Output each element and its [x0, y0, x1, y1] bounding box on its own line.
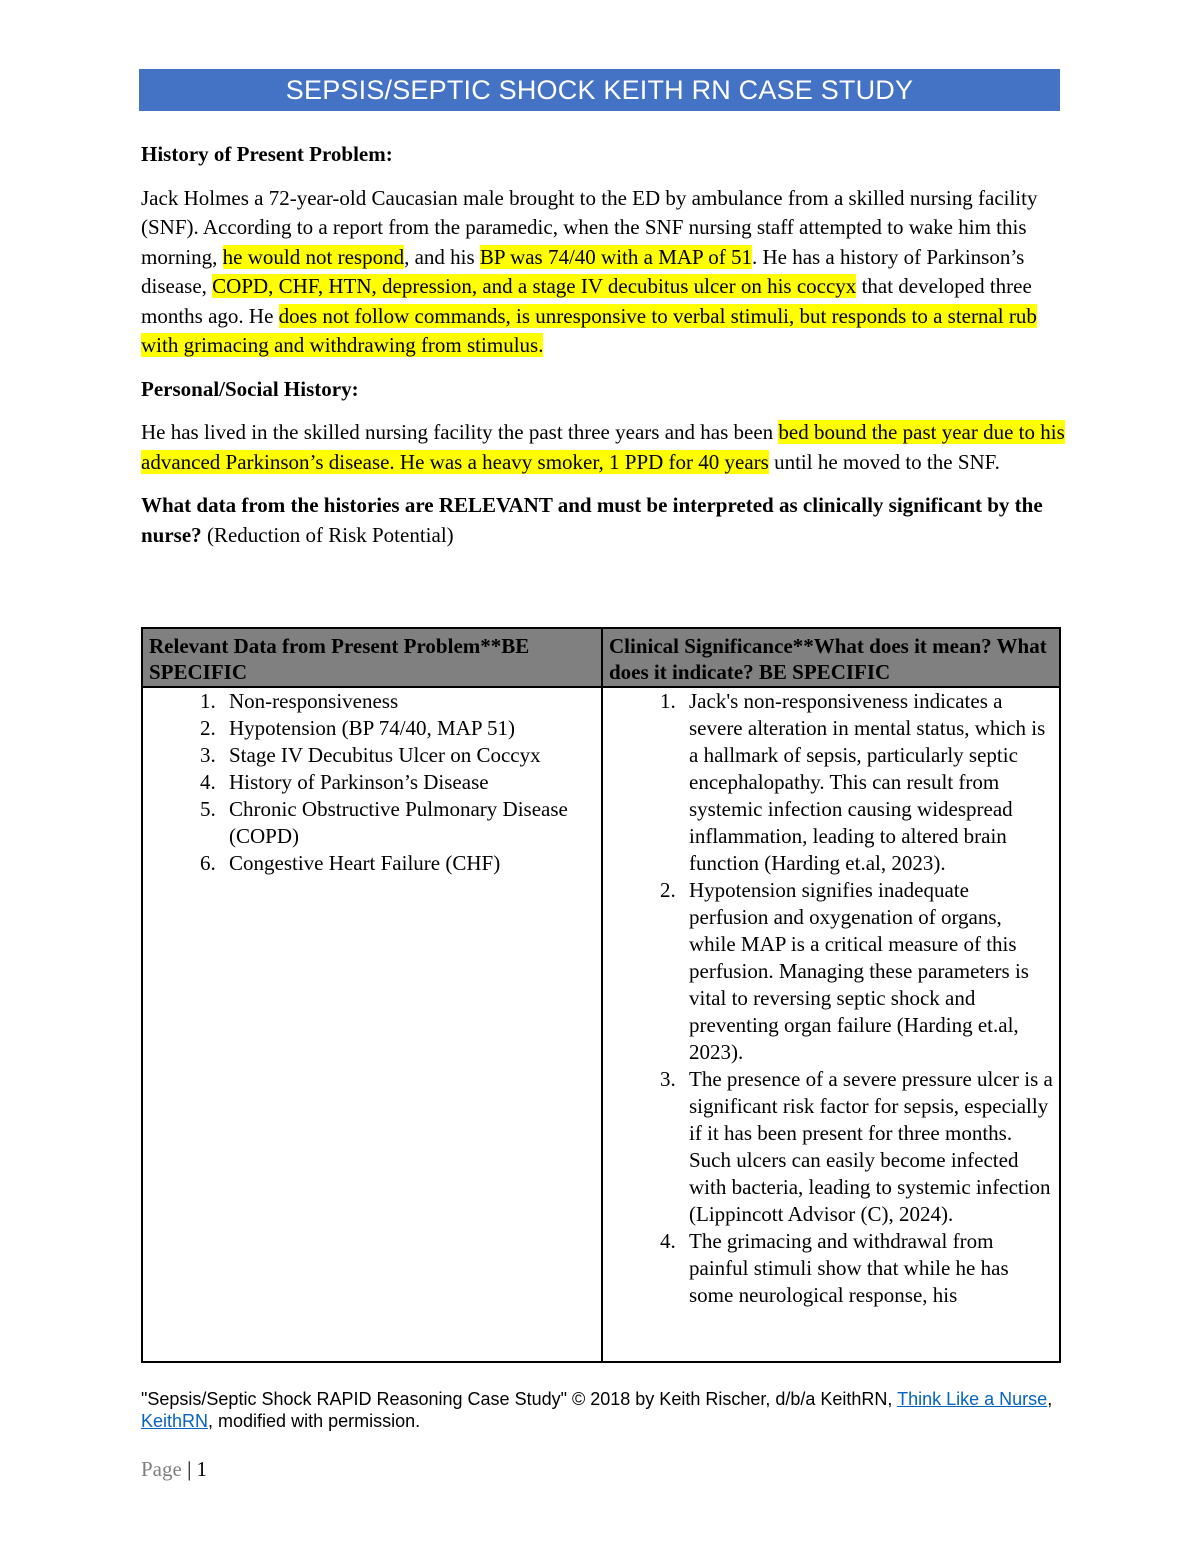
history-highlighted-text: BP was 74/40 with a MAP of 51 [479, 244, 752, 269]
relevance-table [141, 627, 1061, 1363]
history-highlighted-text: COPD, CHF, HTN, depression, and a stage IV decubitus ulcer on his coccyx [212, 274, 857, 298]
list-item: 2. Hypotension signifies inadequate perfusion and oxygenation of organs, while MAP is a critical measure of this perfusion. Managing these parameters is vital to reversing septic shock and preventing organ failure (Harding et.al, 2023). [681, 877, 1053, 1066]
history-text: Jack Holmes a 72-year-old Caucasian male brought to the ED by ambulance from a skilled nursing facility (SNF). According to a report from the paramedic, when the SNF nursing staff attempted to wake him this morning, [141, 185, 1038, 269]
page-separator: | [181, 1457, 197, 1481]
list-item: 3. Stage IV Decubitus Ulcer on Coccyx [221, 742, 595, 769]
list-item: 6. Congestive Heart Failure (CHF) [221, 850, 595, 877]
think-like-a-nurse-link[interactable]: Think Like a Nurse [897, 1389, 1048, 1409]
title-banner [139, 69, 1060, 111]
credit-prefix: "Sepsis/Septic Shock RAPID Reasoning Case Study" © 2018 by Keith Rischer, d/b/a KeithRN, [141, 1389, 898, 1409]
history-paragraph [141, 184, 1066, 361]
question-bold: What data from the histories are RELEVANT and must be interpreted as clinically significant by the nurse? [141, 493, 1043, 547]
credit-between: , [1047, 1389, 1053, 1409]
credit-suffix: , modified with permission. [208, 1411, 421, 1431]
significance-list [609, 688, 1053, 1309]
history-text: , and his [404, 244, 480, 269]
list-item: 2. Hypotension (BP 74/40, MAP 51) [221, 715, 595, 742]
social-text: until he moved to the SNF. [768, 449, 1000, 474]
list-item: 1. Non-responsiveness [221, 688, 595, 715]
history-highlighted-text: does not follow commands, is unresponsive to verbal stimuli, but responds to a sternal rub with grimacing and withdrawing from stimulus. [141, 303, 1037, 357]
keithrn-link[interactable]: KeithRN [141, 1411, 209, 1431]
relevant-data-list [149, 688, 595, 877]
footer-credit [141, 1388, 1066, 1432]
history-text: . He has a history of Parkinson’s disease, [141, 244, 1025, 298]
document-body [141, 140, 1066, 562]
list-item: 4. The grimacing and withdrawal from painful stimuli show that while he has some neurological response, his [681, 1228, 1053, 1309]
page-number: 1 [196, 1457, 208, 1481]
list-item: 1. Jack's non-responsiveness indicates a severe alteration in mental status, which is a hallmark of sepsis, particularly septic encephalopathy. This can result from systemic infection causing widespread inflammation, leading to altered brain function (Harding et.al, 2023). [681, 688, 1053, 877]
history-highlighted-text: he would not respond [222, 244, 405, 269]
list-item: 4. History of Parkinson’s Disease [221, 769, 595, 796]
history-text: that developed three months ago. He [141, 274, 1032, 328]
history-heading: History of Present Problem: [141, 142, 393, 166]
significance-cell [602, 687, 1060, 1362]
page-number-footer [141, 1457, 207, 1482]
relevant-data-cell [142, 687, 602, 1362]
document-title: SEPSIS/SEPTIC SHOCK KEITH RN CASE STUDY [285, 75, 914, 105]
question-note: (Reduction of Risk Potential) [201, 522, 454, 547]
social-paragraph [141, 418, 1066, 477]
social-highlighted-text: bed bound the past year due to his advanced Parkinson’s disease. He was a heavy smoker, 1 PPD for 40 years [141, 420, 1065, 474]
col1-header: Relevant Data from Present Problem**BE SPECIFIC [142, 628, 602, 687]
social-heading: Personal/Social History: [141, 376, 359, 401]
relevance-question [141, 491, 1066, 550]
page-label: Page [141, 1457, 182, 1481]
col2-header: Clinical Significance**What does it mean? What does it indicate? BE SPECIFIC [602, 628, 1060, 687]
table-body-row [142, 687, 1060, 1362]
table-header-row [142, 628, 1060, 687]
list-item: 5. Chronic Obstructive Pulmonary Disease (COPD) [221, 796, 595, 850]
list-item: 3. The presence of a severe pressure ulcer is a significant risk factor for sepsis, especially if it has been present for three months. Such ulcers can easily become infected with bacteria, leading to systemic infection (Lippincott Advisor (C), 2024). [681, 1066, 1053, 1228]
social-text: He has lived in the skilled nursing facility the past three years and has been [141, 420, 779, 444]
